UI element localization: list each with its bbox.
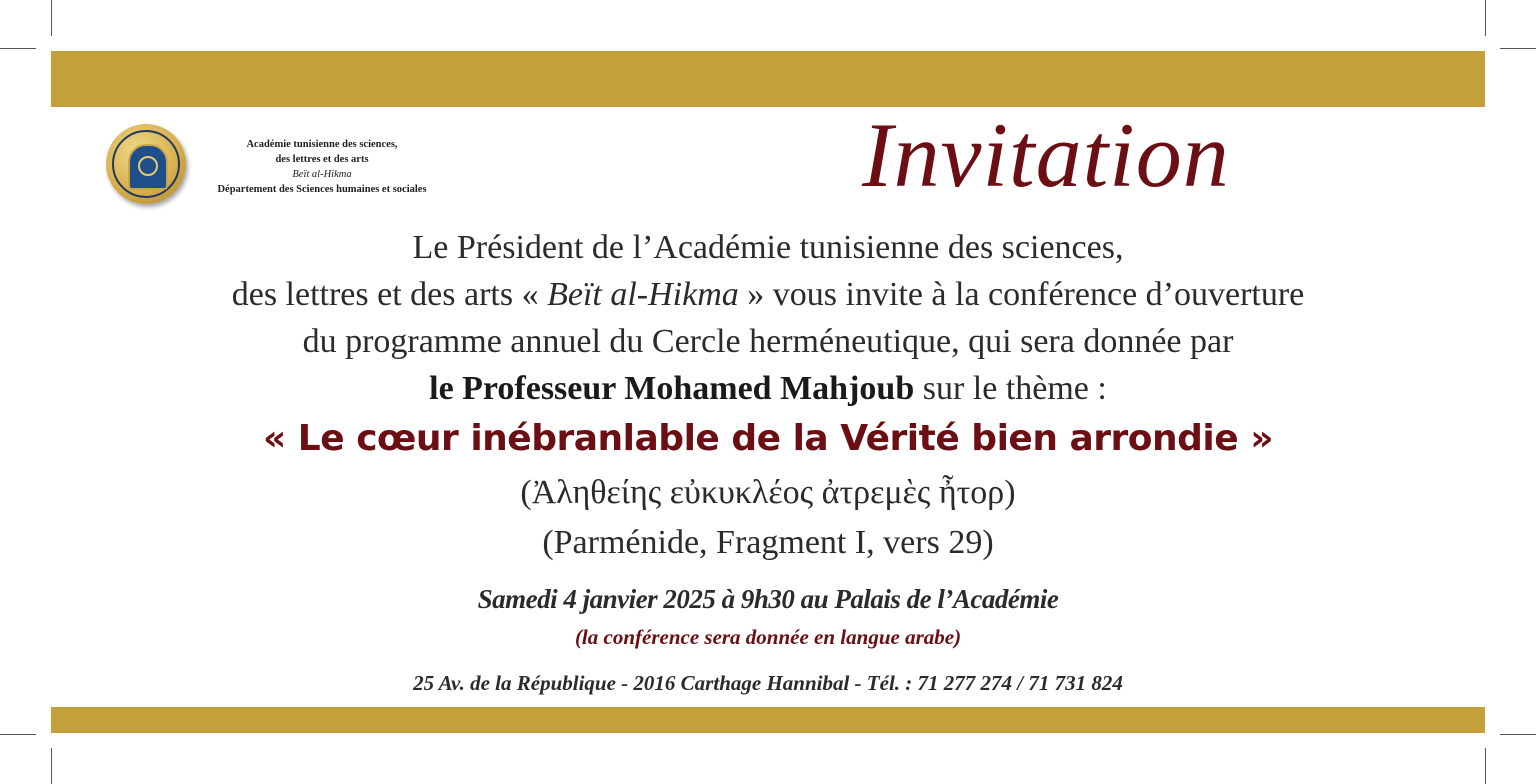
academy-name-line2: des lettres et des arts — [275, 154, 369, 165]
body-line-4 — [60, 365, 1476, 412]
crop-mark — [0, 734, 36, 735]
invitation-title: Invitation — [862, 104, 1230, 206]
body-line-3: du programme annuel du Cercle herméneutique, qui sera donnée par — [302, 323, 1234, 360]
body-line-2-italic: Beït al-Hikma — [547, 276, 739, 313]
speaker-name: le Professeur Mohamed Mahjoub — [429, 370, 915, 407]
conference-theme: « Le cœur inébranlable de la Vérité bien arrondie » — [263, 418, 1273, 459]
body-line-4-post: sur le thème : — [914, 370, 1107, 407]
body-line-2 — [60, 271, 1476, 318]
body-line-2-post: » vous invite à la conférence d’ouverture — [738, 276, 1305, 313]
address-line: 25 Av. de la République - 2016 Carthage Hannibal - Tél. : 71 277 274 / 71 731 824 — [413, 671, 1123, 695]
crop-mark — [0, 48, 36, 49]
bottom-gold-band — [51, 707, 1485, 733]
crop-mark — [1485, 0, 1486, 36]
body-line-1: Le Président de l’Académie tunisienne des sciences, — [412, 229, 1124, 266]
crop-mark — [1485, 748, 1486, 784]
crop-mark — [51, 0, 52, 36]
academy-seal-icon — [106, 124, 186, 204]
body-line-2-pre: des lettres et des arts « — [231, 276, 548, 313]
greek-quote: (Ἀληθείης εὐκυκλέος ἀτρεμὲς ἦτορ) — [520, 474, 1016, 511]
crop-mark — [1500, 734, 1536, 735]
crop-mark — [51, 748, 52, 784]
academy-name-line3: Beït al-Hikma — [292, 169, 352, 180]
crop-mark — [1500, 48, 1536, 49]
department-name: Département des Sciences humaines et sociales — [217, 184, 427, 195]
quote-source: (Parménide, Fragment I, vers 29) — [542, 524, 994, 561]
invitation-body — [60, 224, 1476, 412]
academy-identity — [196, 137, 448, 197]
language-note: (la conférence sera donnée en langue arabe) — [574, 625, 962, 649]
academy-name-line1: Académie tunisienne des sciences, — [246, 139, 398, 150]
event-date: Samedi 4 janvier 2025 à 9h30 au Palais de l’Académie — [477, 584, 1059, 614]
top-gold-band — [51, 51, 1485, 107]
seal-emblem — [128, 144, 168, 190]
